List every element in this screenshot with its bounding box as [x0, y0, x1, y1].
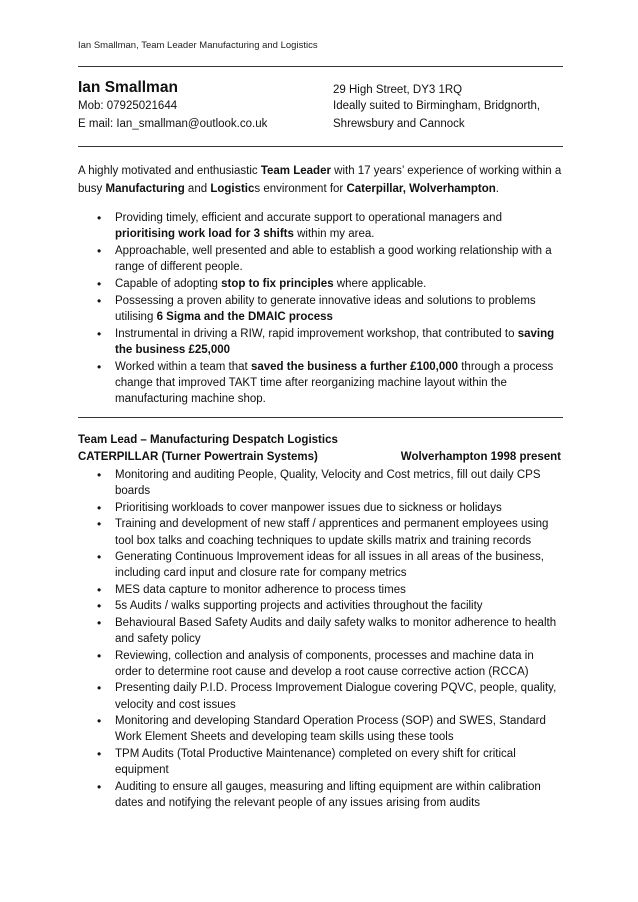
list-item: • Capable of adopting stop to fix principles where applicable.: [78, 276, 563, 292]
list-item: • Generating Continuous Improvement ideas for all issues in all areas of the business, including card input and closure rate for company metrics: [78, 549, 563, 582]
street-address: 29 High Street, DY3 1RQ: [333, 84, 463, 96]
list-item: • Approachable, well presented and able to establish a good working relationship with a range of different people.: [78, 243, 563, 276]
list-item: • Training and development of new staff / apprentices and permanent employees using tool box talks and coaching techniques to update skills matrix and training records: [78, 516, 563, 549]
running-header: Ian Smallman, Team Leader Manufacturing and Logistics: [78, 40, 318, 51]
highlights-list: [78, 210, 563, 408]
list-item: • MES data capture to monitor adherence to process times: [78, 582, 563, 598]
list-item: • Instrumental in driving a RIW, rapid improvement workshop, that contributed to saving the business £25,000: [78, 326, 563, 359]
profile-summary: A highly motivated and enthusiastic Team Leader with 17 years’ experience of working within a busy Manufacturing and Logistics environment for Caterpillar, Wolverhampton.: [78, 165, 562, 195]
list-item: • Possessing a proven ability to generate innovative ideas and solutions to problems utilising 6 Sigma and the DMAIC process: [78, 293, 563, 326]
list-item: • Prioritising workloads to cover manpower issues due to sickness or holidays: [78, 500, 563, 516]
list-item: • Behavioural Based Safety Audits and daily safety walks to monitor adherence to health and safety policy: [78, 615, 563, 648]
list-item: • Monitoring and developing Standard Operation Process (SOP) and SWES, Standard Work Element Sheets and developing team skills using these tools: [78, 713, 563, 746]
mobile-number: Mob: 07925021644: [78, 100, 178, 112]
job-location-dates: Wolverhampton 1998 present: [400, 451, 561, 463]
list-item: • Providing timely, efficient and accurate support to operational managers and prioritising work load for 3 shifts within my area.: [78, 210, 563, 243]
employer-name: CATERPILLAR (Turner Powertrain Systems): [78, 451, 318, 463]
list-item: • Presenting daily P.I.D. Process Improvement Dialogue covering PQVC, people, quality, velocity and cost issues: [78, 680, 563, 713]
candidate-name: Ian Smallman: [78, 79, 178, 96]
email-address: E mail: Ian_smallman@outlook.co.uk: [78, 118, 268, 130]
location-suitability-2: Shrewsbury and Cannock: [333, 118, 465, 130]
divider-summary: [78, 417, 563, 418]
divider-top: [78, 66, 563, 67]
list-item: • Monitoring and auditing People, Quality, Velocity and Cost metrics, fill out daily CPS boards: [78, 467, 563, 500]
list-item: • TPM Audits (Total Productive Maintenance) completed on every shift for critical equipment: [78, 746, 563, 779]
job-duties-list: [78, 467, 563, 811]
list-item: • Reviewing, collection and analysis of components, processes and machine data in order to determine root cause and develop a root cause corrective action (RCCA): [78, 648, 563, 681]
job-title: Team Lead – Manufacturing Despatch Logistics: [78, 434, 338, 446]
location-suitability-1: Ideally suited to Birmingham, Bridgnorth,: [333, 100, 541, 112]
list-item: • Worked within a team that saved the business a further £100,000 through a process change that improved TAKT time after reorganizing machine layout within the manufacturing machine shop.: [78, 359, 563, 408]
divider-contact: [78, 146, 563, 147]
list-item: • Auditing to ensure all gauges, measuring and lifting equipment are within calibration dates and notifying the relevant people of any issues arising from audits: [78, 779, 563, 812]
list-item: • 5s Audits / walks supporting projects and activities throughout the facility: [78, 598, 563, 614]
